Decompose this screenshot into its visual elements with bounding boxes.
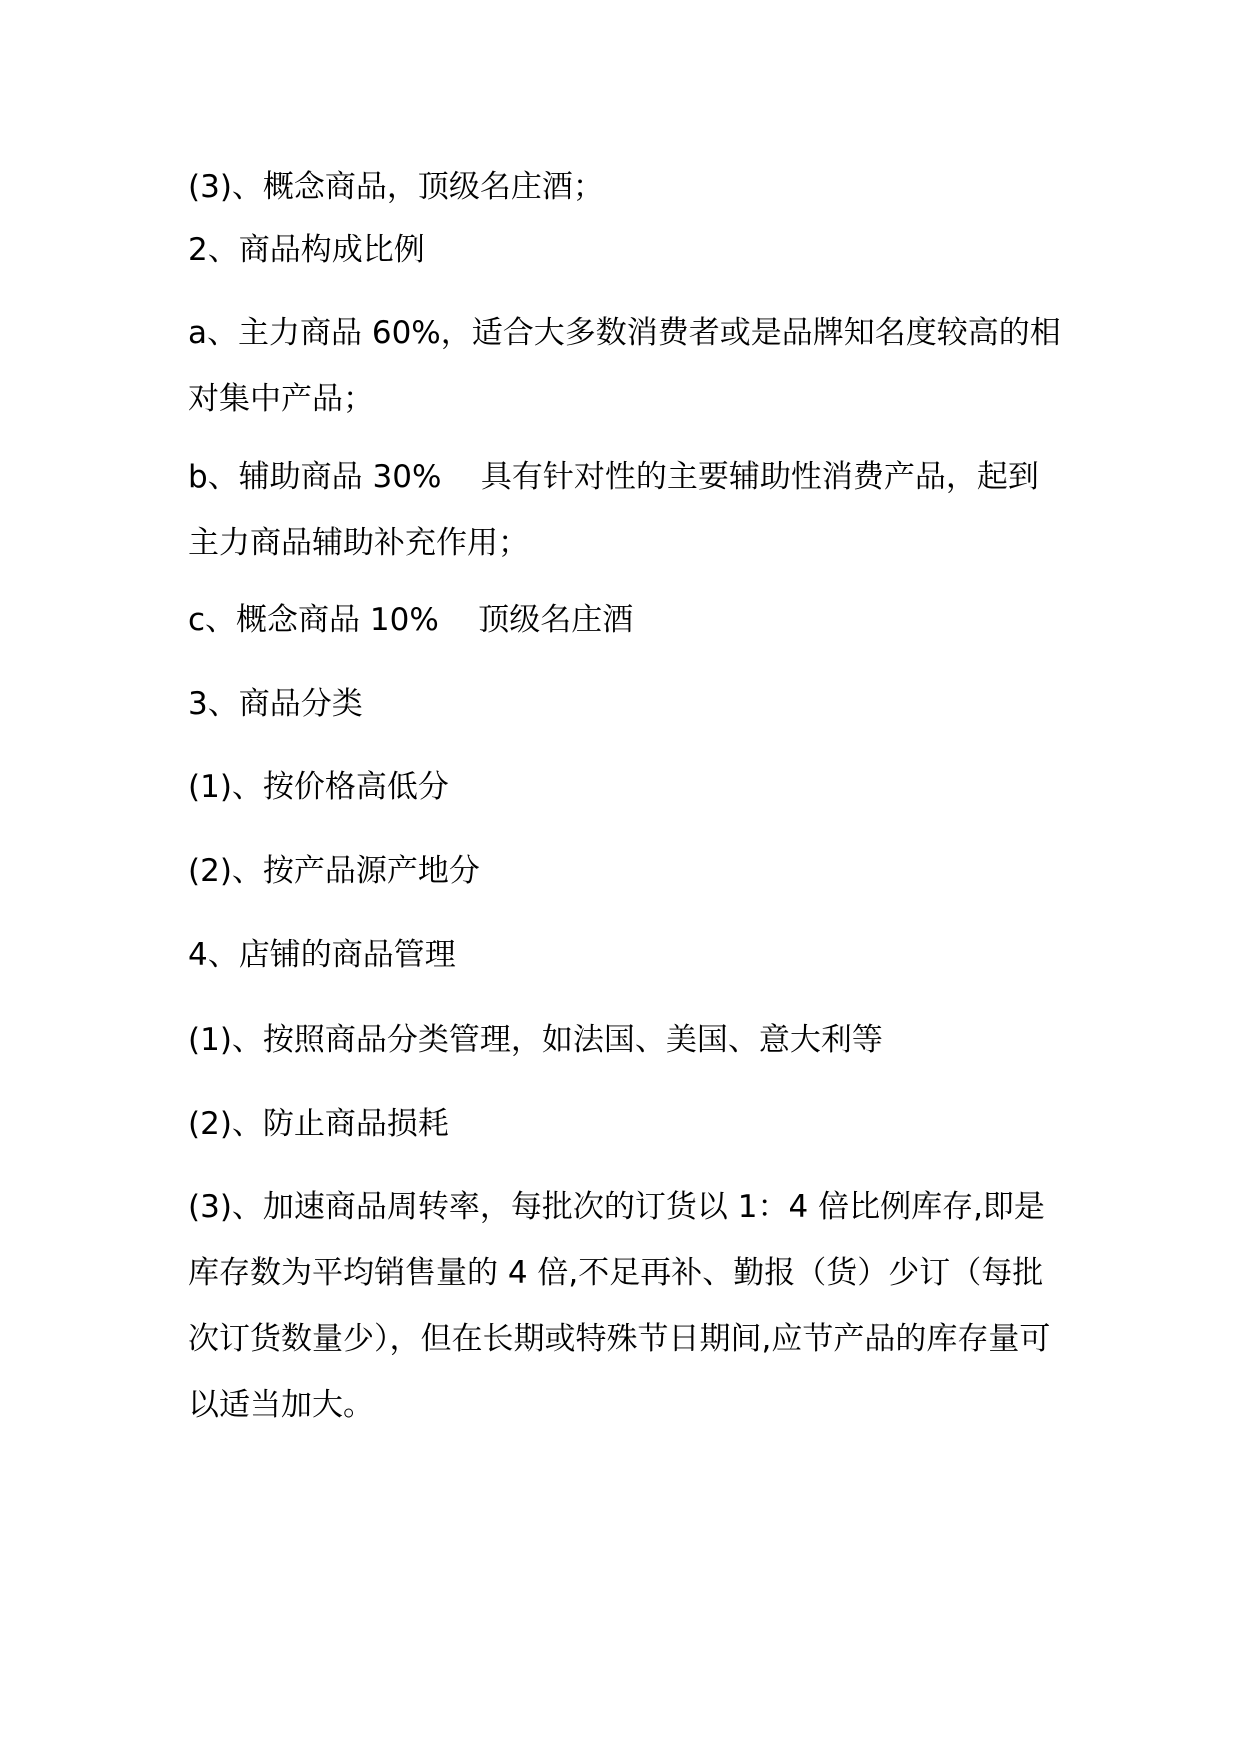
paragraph-manage-by-category: (1)、按照商品分类管理，如法国、美国、意大利等 <box>188 1022 883 1058</box>
paragraph-concept-goods-3: (3)、概念商品，顶级名庄酒； <box>188 169 604 205</box>
heading-goods-classification: 3、商品分类 <box>188 686 363 722</box>
heading-store-management: 4、店铺的商品管理 <box>188 937 456 973</box>
paragraph-main-goods: a、主力商品 60%，适合大多数消费者或是品牌知名度较高的相对集中产品； <box>188 315 1061 417</box>
paragraph-by-origin: (2)、按产品源产地分 <box>188 853 480 889</box>
paragraph-by-price: (1)、按价格高低分 <box>188 769 449 805</box>
heading-composition-ratio: 2、商品构成比例 <box>188 232 425 268</box>
paragraph-prevent-loss: (2)、防止商品损耗 <box>188 1106 449 1142</box>
paragraph-concept-goods-ratio: c、概念商品 10% 顶级名庄酒 <box>188 602 634 638</box>
paragraph-auxiliary-goods: b、辅助商品 30% 具有针对性的主要辅助性消费产品，起到主力商品辅助补充作用； <box>188 459 1039 561</box>
paragraph-turnover-rate: (3)、加速商品周转率，每批次的订货以 1：4 倍比例库存,即是库存数为平均销售量的 4 倍,不足再补、勤报（货）少订（每批次订货数量少），但在长期或特殊节日期间,应节产品的库存量可以适当加大。 <box>188 1189 1051 1423</box>
